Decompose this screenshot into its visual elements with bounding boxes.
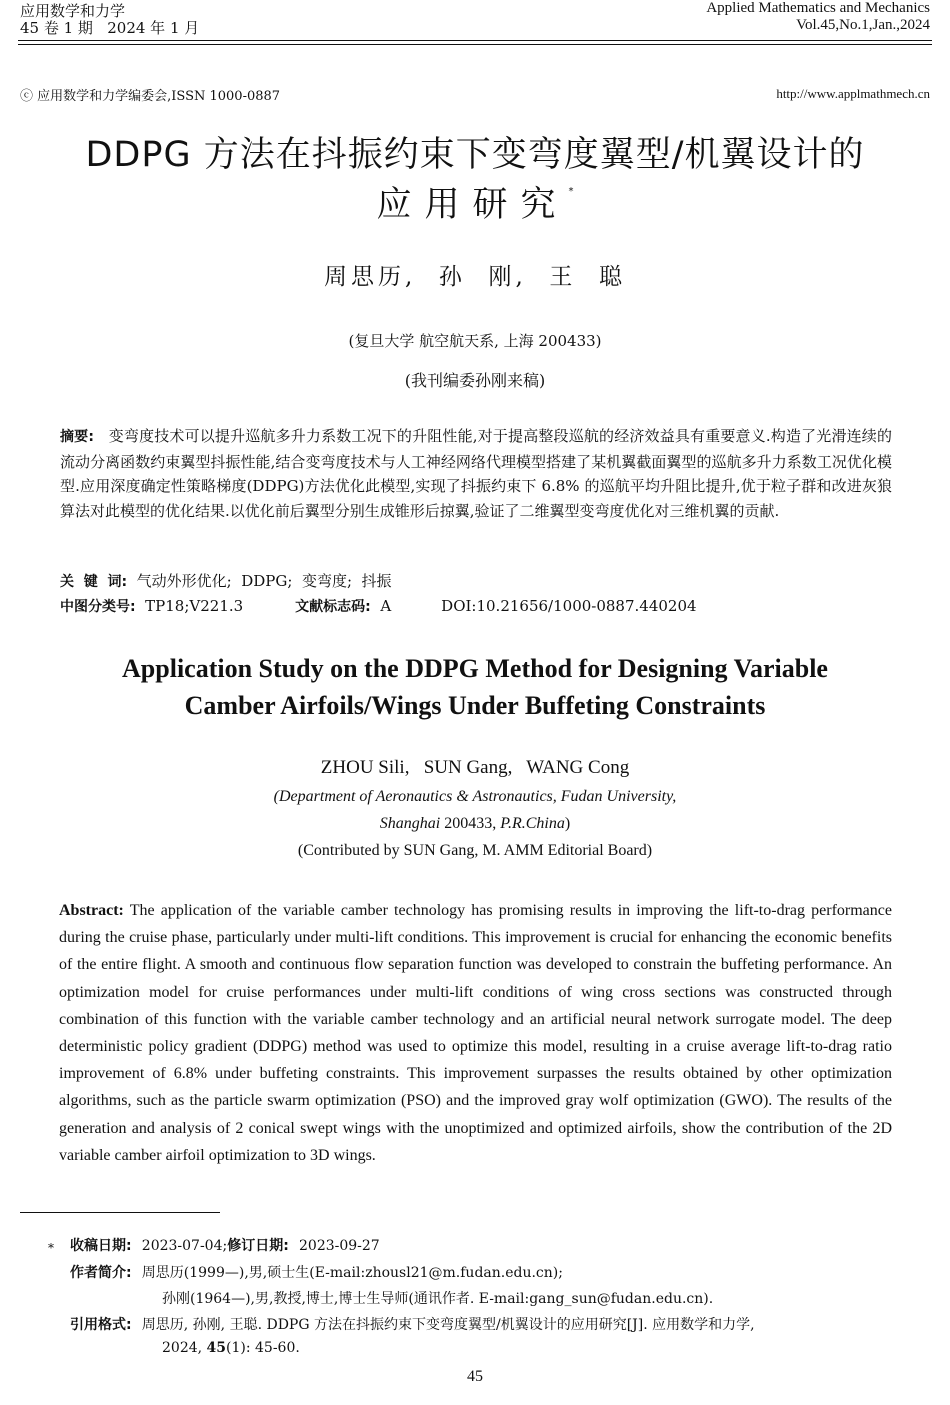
citation-line1: 周思历, 孙刚, 王聪. DDPG 方法在抖振约束下变弯度翼型/机翼设计的应用研究[J]. 应用数学和力学, xyxy=(141,1317,755,1333)
title-en-line2: Camber Airfoils/Wings Under Buffeting Constraints xyxy=(184,691,766,720)
journal-name-cn: 应用数学和力学 xyxy=(20,2,126,20)
contributed-note-cn: (我刊编委孙刚来稿) xyxy=(404,371,546,390)
contributed-note-en: (Contributed by SUN Gang, M. AMM Editorial Board) xyxy=(297,842,653,859)
keywords-row xyxy=(60,570,392,591)
affiliation-en-country: P.R.China xyxy=(500,815,565,832)
citation-pages: (1): 45-60. xyxy=(226,1340,300,1356)
abstract-en xyxy=(59,897,892,1169)
title-cn-line2-text: 应用研究 xyxy=(376,185,569,225)
footnote-star: * xyxy=(48,1241,54,1255)
abstract-en-label: Abstract: xyxy=(59,902,124,919)
affiliation-en-close: ) xyxy=(564,815,571,832)
keywords-label: 关 键 词: xyxy=(60,574,128,590)
title-en-line1: Application Study on the DDPG Method for Designing Variable xyxy=(122,654,828,683)
abstract-cn-s2: 构造了光滑连续的流动分离函数约束翼型抖振性能,结合变弯度技术与人工神经网络代理模型搭建了某机翼截面翼型的巡航多升力系数工况优化模型. xyxy=(60,427,892,495)
received-value: 2023-07-04; xyxy=(141,1238,228,1254)
doi[interactable]: DOI:10.21656/1000-0887.440204 xyxy=(441,597,697,615)
doc-code-label: 文献标志码: xyxy=(295,599,371,615)
revised-label: 修订日期: xyxy=(227,1238,289,1254)
issue-info-cn: 45 卷 1 期 2024 年 1 月 xyxy=(20,19,200,37)
journal-name-en: Applied Mathematics and Mechanics xyxy=(706,0,930,16)
affiliation-cn: (复旦大学 航空航天系, 上海 200433) xyxy=(348,332,602,350)
affiliation-en-line2 xyxy=(0,815,950,833)
issue-info-en: Vol.45,No.1,Jan.,2024 xyxy=(796,17,930,33)
journal-url[interactable]: http://www.applmathmech.cn xyxy=(776,86,930,101)
affiliation-en-line1: (Department of Aeronautics & Astronautics, Fudan University, xyxy=(273,788,677,805)
citation-volume: 45 xyxy=(206,1340,227,1356)
abstract-cn-s3: 应用深度确定性策略梯度(DDPG)方法优化此模型,实现了抖振约束下 6.8% 的巡航平均升阻比提升,优于粒子群和改进灰狼算法对此模型的优化结果. xyxy=(60,477,892,520)
clc-label: 中图分类号: xyxy=(60,599,136,615)
authors-en: ZHOU Sili, SUN Gang, WANG Cong xyxy=(320,757,630,778)
author-info-label: 作者简介: xyxy=(70,1265,132,1281)
page-number: 45 xyxy=(467,1368,483,1385)
footnote-dates xyxy=(70,1235,380,1255)
citation-line2 xyxy=(162,1340,300,1356)
title-footnote-mark: * xyxy=(568,186,574,197)
title-cn-line1: DDPG 方法在抖振约束下变弯度翼型/机翼设计的 xyxy=(85,135,865,175)
abstract-cn xyxy=(60,424,892,523)
title-cn-line2 xyxy=(0,177,950,227)
author1-info: 周思历(1999—),男,硕士生(E-mail:zhousl21@m.fudan.edu.cn); xyxy=(141,1265,563,1281)
clc-value: TP18;V221.3 xyxy=(145,597,244,615)
footnote-citation xyxy=(70,1314,755,1334)
affiliation-en-postcode: 200433, xyxy=(440,815,501,832)
abstract-en-text: The application of the variable camber technology has promising results in improving the lift-to-drag performance during the cruise phase, particularly under multi-lift conditions. This improvement is crucial for enhancing the economic benefits of the entire flight. A smooth and continuous flow separation function was developed to constrain the buffeting performance. An optimization model for cruise performances under multi-lift conditions of wing cross sections was constructed through combination of this function with the variable camber technology and an artificial neural network surrogate model. The deep deterministic policy gradient (DDPG) method was used to optimize this model, resulting in a cruise average lift-to-drag ratio improvement of 6.8% under buffeting constraints. This improvement surpasses the results obtained by other optimization algorithms, such as the particle swarm optimization (PSO) and the improved gray wolf optimization (GWO). The results of the generation and analysis of 2 conical swept wings with the unoptimized and optimized airfoils, show the contribution of the 2D variable camber airfoil optimization to 3D wings. xyxy=(59,902,892,1164)
abstract-cn-s1: 变弯度技术可以提升巡航多升力系数工况下的升阻性能,对于提高整段巡航的经济效益具有重要意义. xyxy=(108,427,771,445)
revised-value: 2023-09-27 xyxy=(299,1238,380,1254)
doc-code-value: A xyxy=(380,597,392,615)
classification-row xyxy=(60,596,920,616)
copyright-notice: ⓒ 应用数学和力学编委会,ISSN 1000-0887 xyxy=(20,89,281,104)
title-en xyxy=(0,650,950,724)
citation-label: 引用格式: xyxy=(70,1317,132,1333)
citation-year: 2024, xyxy=(162,1340,207,1356)
footnote-rule xyxy=(20,1212,220,1213)
authors-cn: 周思历, 孙 刚, 王 聪 xyxy=(323,264,627,290)
author2-info: 孙刚(1964—),男,教授,博士,博士生导师(通讯作者. E-mail:gang_sun@fudan.edu.cn). xyxy=(162,1291,714,1307)
abstract-cn-label: 摘要: xyxy=(60,429,94,445)
received-label: 收稿日期: xyxy=(70,1238,132,1254)
header-rule-thick xyxy=(18,40,932,41)
footnote-author-info xyxy=(70,1262,563,1282)
affiliation-en-city: Shanghai xyxy=(379,815,441,832)
header-rule-thin xyxy=(18,44,932,45)
keywords-value: 气动外形优化; DDPG; 变弯度; 抖振 xyxy=(136,572,392,590)
abstract-cn-s4: 以优化前后翼型分别生成锥形后掠翼,验证了二维翼型变弯度优化对三维机翼的贡献. xyxy=(229,501,780,520)
